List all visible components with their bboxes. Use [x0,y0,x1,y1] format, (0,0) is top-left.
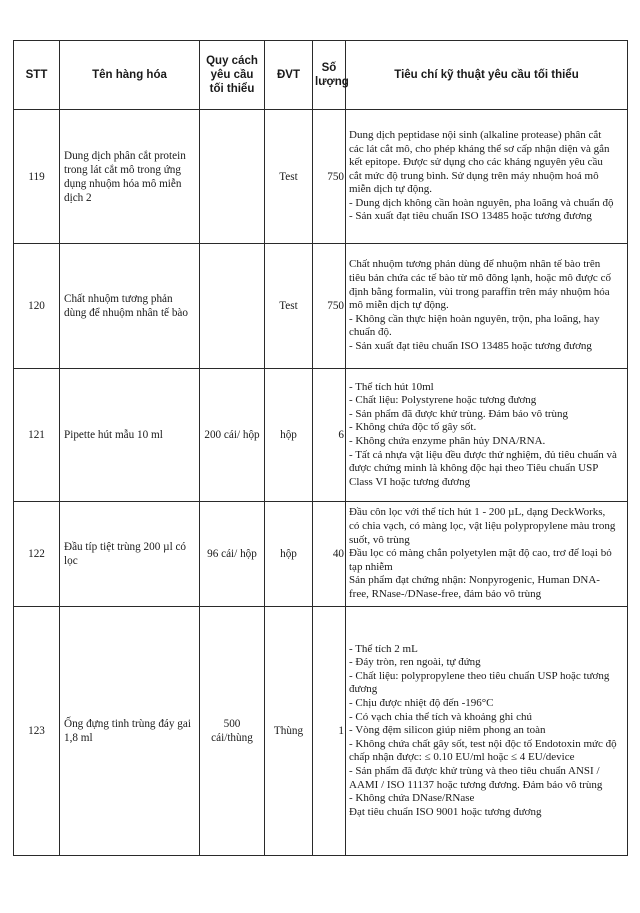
cell-stt: 122 [14,502,60,607]
requirement-line: đương [349,683,378,696]
requirement-line: Chất nhuộm tương phản dùng để nhuộm nhân tế bào trên [349,258,601,271]
requirement-line: - Không chứa chất gây sốt, test nội độc tố Endotoxin mức độ [349,737,617,750]
requirement-line: - Tất cả nhựa vật liệu đều được thử nghiệm, đủ tiêu chuẩn và [349,448,617,461]
requirement-line: Đạt tiêu chuẩn ISO 9001 hoặc tương đương [349,805,542,818]
requirement-line: - Chịu được nhiệt độ đến -196°C [349,697,494,710]
cell-stt: 123 [14,607,60,856]
requirement-line: - Không chứa enzyme phân hủy DNA/RNA. [349,435,546,447]
header-stt: STT [14,41,60,110]
requirement-line: có chia vạch, có màng lọc, vật liệu polypropylene màu trong [349,520,616,533]
header-requirements: Tiêu chí kỹ thuật yêu cầu tối thiểu [346,41,628,110]
cell-quantity: 750 [313,110,346,244]
cell-spec [200,110,265,244]
header-unit: ĐVT [265,41,313,110]
requirement-line: tạp nhiễm [349,560,393,573]
requirement-line: - Chất liệu: Polystyrene hoặc tương đương [349,394,537,407]
requirement-line: Đầu lọc có màng chắn polyetylen mật độ cao, trơ để loại bỏ [349,547,612,560]
cell-product-name: Chất nhuộm tương phản dùng để nhuộm nhân tế bào [60,244,200,369]
cell-unit: hộp [265,369,313,502]
cell-requirements [346,502,628,607]
requirement-line: - Không cần thực hiện hoàn nguyên, trộn, pha loãng, hay [349,312,600,325]
cell-spec: 500 cái/thùng [200,607,265,856]
requirement-line: Đầu côn lọc với thể tích hút 1 - 200 µL, dạng DeckWorks, [349,506,606,519]
requirement-line: - Sản phẩm đã được khử trùng. Đảm bảo vô trùng [349,407,569,420]
requirement-line: Class VI hoặc tương đương [349,475,471,488]
cell-quantity: 750 [313,244,346,369]
requirement-line: - Thể tích 2 mL [349,642,418,655]
cell-unit: Test [265,110,313,244]
requirement-line: suốt, vô trùng [349,533,410,546]
requirement-line: Dung dịch peptidase nội sinh (alkaline protease) phân cắt [349,128,602,141]
cell-stt: 120 [14,244,60,369]
cell-spec: 200 cái/ hộp [200,369,265,502]
requirement-line: - Dung dịch không cần hoàn nguyên, pha loãng và chuẩn độ [349,196,614,209]
cell-spec [200,244,265,369]
technical-requirements-table [13,40,628,856]
requirement-line: - Có vạch chia thể tích và khoảng ghi chú [349,710,532,723]
requirement-line: - Thể tích hút 10ml [349,380,434,393]
cell-spec: 96 cái/ hộp [200,502,265,607]
requirement-line: được chứng minh là không độc hại theo Tiêu chuẩn USP [349,462,599,475]
cell-requirements [346,369,628,502]
cell-quantity: 6 [313,369,346,502]
requirement-line: - Sản phẩm đã được khử trùng và theo tiêu chuẩn ANSI / [349,764,600,777]
table-row [14,369,628,502]
requirement-line: tiêu bản chứa các tế bào từ mô đông lạnh, hoặc mô được cố [349,272,611,285]
cell-unit: hộp [265,502,313,607]
requirement-line: - Chất liệu: polypropylene theo tiêu chuẩn USP hoặc tương [349,669,610,682]
requirement-line: - Vòng đệm silicon giúp niêm phong an toàn [349,724,546,737]
header-row [14,41,628,110]
requirement-line: - Sản xuất đạt tiêu chuẩn ISO 13485 hoặc tương đương [349,339,592,352]
cell-quantity: 1 [313,607,346,856]
requirement-line: - Không chứa DNase/RNase [349,792,475,805]
cell-requirements [346,244,628,369]
header-name: Tên hàng hóa [60,41,200,110]
requirement-line: định bằng formalin, vùi trong paraffin trên máy nhuộm hóa [349,285,610,298]
cell-stt: 121 [14,369,60,502]
requirement-line: chấp nhận được: ≤ 0.10 EU/ml hoặc ≤ 4 EU/device [349,751,575,764]
requirement-line: mô miễn dịch tự động. [349,299,449,312]
cell-product-name: Pipette hút mẫu 10 ml [60,369,200,502]
requirement-line: kết epitope. Được sử dụng cho các kháng nguyên yêu cầu [349,156,603,169]
cell-product-name: Ống đựng tinh trùng đáy gai 1,8 ml [60,607,200,856]
header-spec: Quy cách yêu cầu tối thiểu [200,41,265,110]
cell-stt: 119 [14,110,60,244]
requirement-line: miễn dịch tự động. [349,183,432,196]
requirement-line: free, RNase-/DNase-free, đảm bảo vô trùng [349,587,542,600]
cell-unit: Thùng [265,607,313,856]
requirement-line: Sản phẩm đạt chứng nhận: Nonpyrogenic, Human DNA- [349,574,600,587]
requirement-line: - Đáy tròn, ren ngoài, tự đứng [349,656,481,669]
table-row [14,607,628,856]
requirement-line: AAMI / ISO 11137 hoặc tương đương. Đảm bảo vô trùng [349,778,603,791]
header-qty: Số lượng [313,41,346,110]
cell-requirements [346,110,628,244]
cell-product-name: Dung dịch phân cắt protein trong lát cắt mô trong ứng dụng nhuộm hóa mô miễn dịch 2 [60,110,200,244]
cell-product-name: Đầu típ tiệt trùng 200 µl có lọc [60,502,200,607]
requirement-line: các lát cắt mô, cho phép kháng thể sơ cấp nhận diện và gắn [349,142,610,155]
requirement-line: - Sản xuất đạt tiêu chuẩn ISO 13485 hoặc tương đương [349,210,592,223]
table-row [14,244,628,369]
cell-requirements [346,607,628,856]
cell-unit: Test [265,244,313,369]
requirement-line: - Không chứa độc tố gây sốt. [349,421,477,434]
requirement-line: chuẩn độ. [349,326,392,339]
table-row [14,110,628,244]
cell-quantity: 40 [313,502,346,607]
table-row [14,502,628,607]
requirement-line: cắt mức độ trung bình. Sử dụng trên máy nhuộm hoá mô [349,169,599,182]
